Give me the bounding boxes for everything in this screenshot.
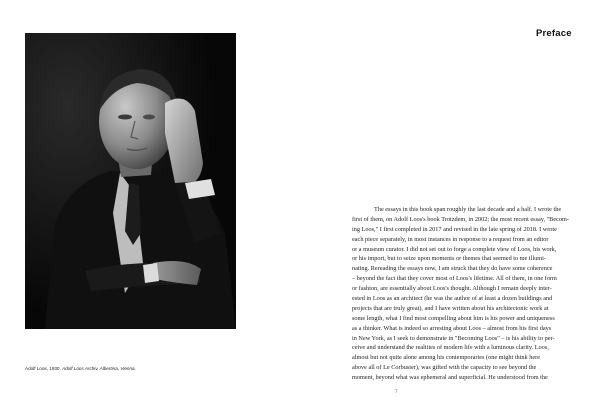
text-line: first of them, on Adolf Loos's book Trotzdem, in 2002; the most recent essay, "Becom- [352, 215, 569, 223]
text-line: moment, beyond what was ephemeral and superficial. He understood from the [352, 374, 548, 382]
text-line: in New York, as I seek to demonstrate in "Becoming Loos" – is his ability to per- [352, 334, 555, 342]
text-line: or fashion, are essentially about Loos's thought. Although I remain deeply inter- [352, 285, 552, 293]
text-line: or his import, but to seize upon moments or themes that seemed to me illumi- [352, 255, 546, 263]
photo-caption [25, 366, 136, 371]
text-line: some length, what I find most compelling about him is his power and uniqueness [352, 314, 555, 322]
text-line: – beyond the fact that they cover most of Loos's lifetime. All of them, in one form [352, 275, 557, 283]
text-line: ing Loos," I first completed in 2017 and revised in the late spring of 2018. I wrote [352, 225, 557, 233]
text-line: as a thinker. What is indeed so arresting about Loos – almost from his first days [352, 324, 552, 332]
text-line: above all of Le Corbusier), was gifted with the capacity to see beyond the [352, 364, 537, 372]
portrait-photo [25, 33, 236, 329]
page-title: Preface [536, 28, 572, 39]
page-number: 7 [395, 390, 398, 395]
caption-prefix: Adolf Loos, 1930. [25, 366, 63, 371]
body-text [352, 205, 580, 383]
text-line: almost but not quite alone among his contemporaries (one might think here [352, 354, 540, 362]
text-line: or a museum curator. I did not set out to forge a complete view of Loos, his work, [352, 245, 557, 253]
text-line: nating. Rereading the essays now, I am struck that they do have some coherence [352, 265, 553, 273]
text-line: ested in Loos as an architect (he was the author of at least a dozen buildings and [352, 295, 553, 303]
text-line: projects that are truly great), and I have written about his architectonic work at [352, 304, 549, 312]
caption-credit: Adolf Loos Archiv, Albertina, Vienna. [62, 366, 136, 371]
text-line: The essays in this book span roughly the last decade and a half. I wrote the [374, 206, 562, 213]
text-line: ceive and understand the realities of modern life with a luminous clarity. Loos, [352, 344, 549, 352]
text-line: each piece separately, in most instances in response to a request from an editor [352, 235, 549, 243]
portrait-illustration [25, 33, 236, 329]
